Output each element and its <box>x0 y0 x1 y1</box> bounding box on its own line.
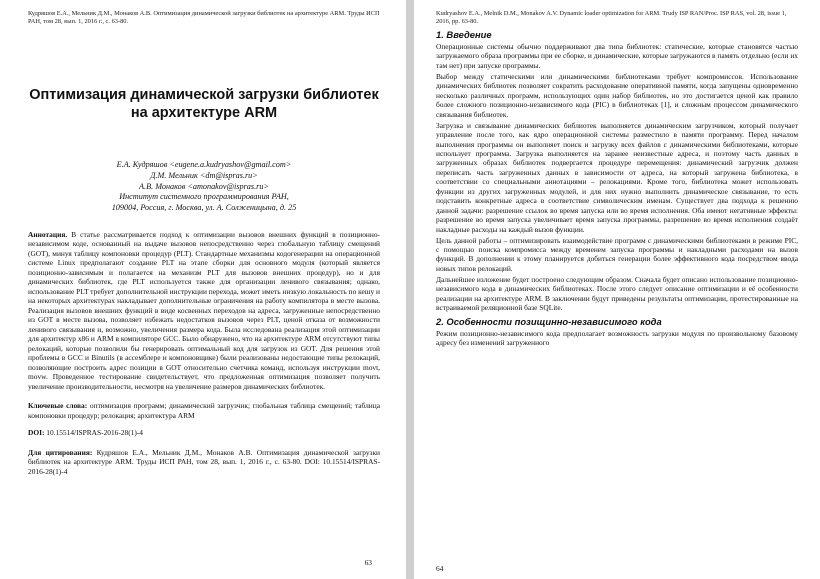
running-head-left: Кудряшов Е.А., Мельник Д.М., Монаков А.В. Оптимизация динамической загрузки библиотек на архитектуре ARM. Труды ИСП РАН, том 28, вып. 1, 2016 г., с. 63-80. <box>28 10 380 25</box>
doi-text: 10.15514/ISPRAS-2016-28(1)-4 <box>46 428 143 438</box>
paragraph: Цель данной работы – оптимизировать взаимодействие программ с динамическими библиотеками в режиме PIC, с помощью поиска компромисса между временем запуска программы и накладными расходами на вызов функций. В дополнении к этому планируется добиться генерации более эффективного кода посредством ввода новых типов релокаций. <box>436 235 798 273</box>
paragraph: Дальнейшее изложение будет построено следующим образом. Сначала будет описано использование позиционно-независимого кода в динамических библиотеках. После этого следует описание оптимизации и её особенности реализации на архитектуре ARM. В заключении будут приведены результаты оптимизации, протестированные на встраиваемой реляционной базе SQLite. <box>436 274 798 313</box>
abstract-text: В статье рассматривается подход к оптимизации вызовов внешних функций в позиционно-независимом коде, основанный на выдаче вызовов непосредственно через глобальную таблицу смещений (GOT), минуя таблицу компоновки процедур (PLT). Стандартные механизмы кодогенерации на операционной системе Linux предполагают создание PLT на этапе сборки для основного модуля (который является позиционно-зависимым и полагается на механизм PLT для вызовов внешних процедур), но и для динамических библиотек, где PLT используется также для организации ленивого связывания; однако, использование PLT требует дополнительной инструкции перехода, может иметь низкую локальность по кешу и на некоторых архитектурах накладывает дополнительные ограничения на работу компилятора в месте вызова. Реализация вызовов внешних функций в виде косвенных переходов на адреса, загруженные непосредственно из GOT в месте вызова, позволяет избежать недостатков вызовов через PLT, ценой отказа от возможности ленивого связывания и, возможно, увеличения размера кода. Была исследована реализация этой оптимизации для архитектур x86 и ARM в компиляторе GCC. Было обнаружено, что на архитектуре ARM отсутствуют типы релокаций, которые позволили бы генерировать оптимальный код для загрузок из GOT. Для решения этой проблемы в GCC и Binutils (в ассемблере и компоновщике) были реализованы недостающие типы релокаций, позволяющие построить адрес позиции в GOT относительно счетчика команд, используя инструкции movt, movw. Проведенное тестирование свидетельствует, что предложенная оптимизация позволяет получить увеличение производительности, несмотря на увеличение размеров динамических библиотек. <box>28 229 381 391</box>
paper-title: Оптимизация динамической загрузки библиотек на архитектуре ARM <box>29 87 379 121</box>
doi <box>28 428 380 438</box>
keywords <box>28 401 380 420</box>
page-number-right: 64 <box>436 564 444 573</box>
author-block <box>28 160 380 214</box>
citation <box>28 448 380 477</box>
paragraph: Режим позиционно-независимого кода предполагает возможность загрузки модуля по произвольному базовому адресу без изменений загруженного <box>436 328 798 348</box>
paragraph: Операционные системы обычно поддерживают два типа библиотек: статические, которые становятся частью загружаемого образа программы при ее сборке, и динамические, которые загружаются в память отдельно (если их там нет) при запуске программы. <box>436 42 798 70</box>
running-head-right: Kudryashov E.A., Melnik D.M., Monakov A.V. Dynamic loader optimization for ARM. Trudy ISP RAN/Proc. ISP RAS, vol. 28, issue 1, 2016, pp. 63-80. <box>436 10 787 25</box>
abstract-label: Аннотация. <box>28 229 68 239</box>
section-heading-pic: 2. Особенности позищинно-независимого кода <box>436 315 662 327</box>
citation-text: Кудряшов Е.А., Мельник Д.М., Монаков А.В. Оптимизация динамической загрузки библиотек на архитектуре ARM. Труды ИСП РАН, том 28, вып. 1, 2016 г., с. 63-80. DOI: 10.15514/ISPRAS-2016-28(1)-4 <box>28 447 380 476</box>
right-page <box>414 0 820 579</box>
left-page <box>0 0 406 579</box>
section-heading-introduction: 1. Введение <box>436 29 492 40</box>
paragraph: Выбор между статическими или динамическими библиотеками требует компромиссов. Использование динамических библиотек позволяет сократить расходование оперативной памяти, когда запущены одновременно несколько различных программ, использующих один набор библиотек, но это достигается ценой как правило более сложного позиционно-независимого кода (PIC) в библиотеках [1], и сложным процессом динамического связывания библиотек. <box>436 71 798 119</box>
affiliation-line: Институт системного программирования РАН, <box>119 192 289 202</box>
keywords-label: Ключевые слова: <box>28 401 88 411</box>
author-line: Е.А. Кудряшов <eugene.a.kudryashov@gmail.com> <box>116 160 292 169</box>
page-number-left: 63 <box>364 558 372 567</box>
address-line: 109004, Россия, г. Москва, ул. А. Солженицына, д. 25 <box>111 203 297 213</box>
citation-label: Для цитирования: <box>28 447 93 457</box>
doi-label: DOI: <box>28 428 45 438</box>
paragraph: Загрузка и связывание динамических библиотек выполняется динамическим загрузчиком, который получает управление после того, как ядро операционной системы разместило в памяти программу. Перед началом выполнения программы он выполняет поиск и загрузку всех файлов с динамическими библиотеками, которые использует программа. Загрузка выполняется на заранее неизвестные адреса, и поэтому часть данных в загруженных образах библиотек подвергается процедуре перемещения: динамический загрузчик должен переписать часть загруженных данных в зависимости от адреса, на который загружена библиотека, в соответствии со специальными аннотациями – релокациями. Кроме того, библиотека может использовать функции из других загруженных модулей, и для них нужно выполнить динамическое связывание, то есть подставить конкретные адреса в соответствие символическим именам. Существует два подхода к решению данной задачи: разрешение ссылок во время запуска или во время исполнения. Оба имеют негативные эффекты: разрешение во время запуска увеличивает время запуска программы, разрешение во время исполнения создаёт накладные расходы на каждый вызов функции. <box>436 120 798 234</box>
keywords-text: оптимизация программ; динамический загрузчик; глобальная таблица смещений; таблица компоновки процедур; релокация; архитектура ARM <box>28 401 380 420</box>
author-line: А.В. Монаков <amonakov@ispras.ru> <box>139 181 269 191</box>
author-line: Д.М. Мельник <dm@ispras.ru> <box>150 170 258 180</box>
abstract <box>28 230 380 392</box>
